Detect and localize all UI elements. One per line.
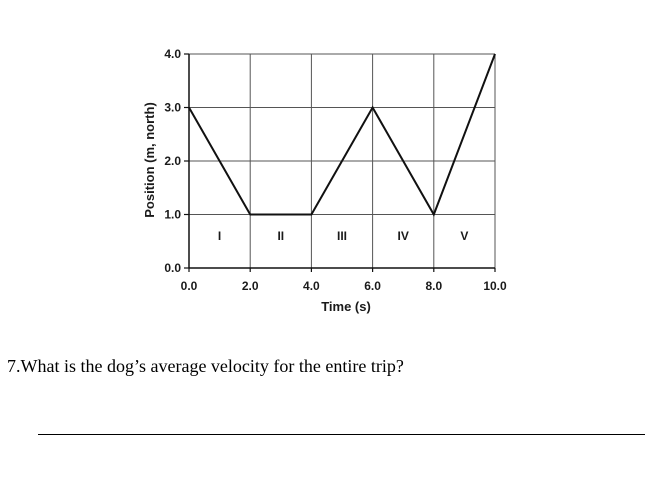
question-text: 7.What is the dog’s average velocity for the entire trip? <box>7 356 404 376</box>
tick-labels <box>164 47 507 293</box>
answer-line[interactable] <box>38 434 645 435</box>
region-label: II <box>277 228 285 243</box>
y-tick-label: 2.0 <box>164 154 181 168</box>
position-line <box>189 54 495 215</box>
y-axis-label: Position (m, north) <box>142 102 157 218</box>
x-axis-label: Time (s) <box>321 299 371 314</box>
y-tick-label: 4.0 <box>164 47 181 61</box>
y-tick-label: 0.0 <box>164 261 181 275</box>
x-tick-label: 0.0 <box>180 279 198 293</box>
x-tick-label: 2.0 <box>241 279 259 293</box>
x-tick-label: 4.0 <box>303 279 320 293</box>
region-label: I <box>217 228 222 243</box>
region-label: V <box>460 228 469 243</box>
x-tick-label: 10.0 <box>483 279 507 293</box>
region-label: III <box>336 228 348 243</box>
y-tick-label: 1.0 <box>164 207 181 222</box>
data-line-group <box>189 54 495 215</box>
region-labels <box>218 229 468 243</box>
x-tick-label: 6.0 <box>364 279 381 293</box>
x-tick-label: 8.0 <box>425 279 443 293</box>
y-tick-label: 3.0 <box>164 100 181 115</box>
region-label: IV <box>397 228 409 243</box>
